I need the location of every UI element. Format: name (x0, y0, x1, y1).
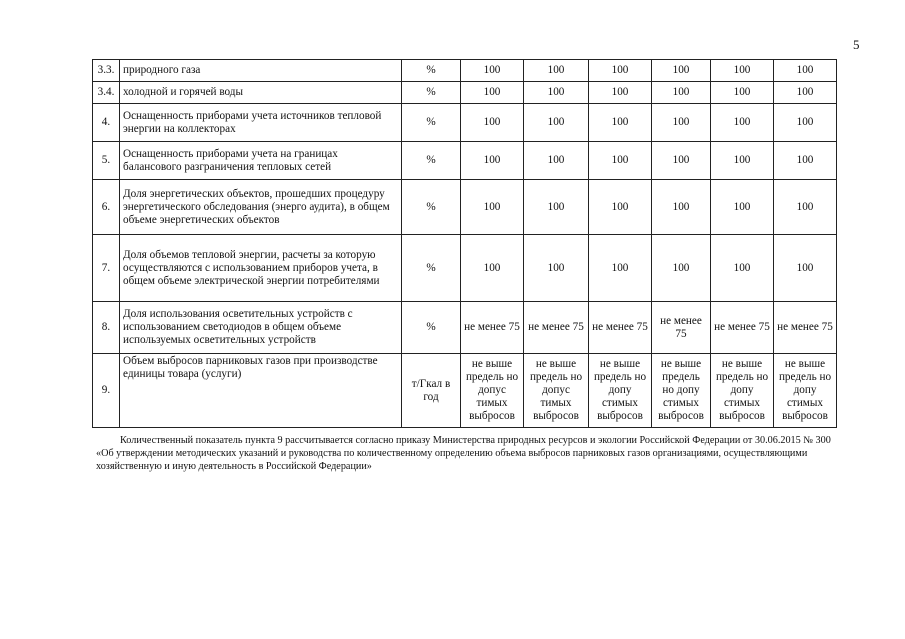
value-cell: 100 (711, 82, 774, 104)
value-cell: 100 (774, 104, 837, 142)
value-cell: не менее 75 (652, 302, 711, 354)
value-cell: 100 (524, 235, 589, 302)
value-cell: не менее 75 (461, 302, 524, 354)
unit-cell: т/Гкал в год (402, 354, 461, 428)
indicators-table (92, 59, 837, 428)
footnote: Количественный показатель пункта 9 рассчитывается согласно приказу Министерства природных ресурсов и экологии Российской Федерации от 30.06.2015 № 300 «Об утверждении методических указаний и руководства по количественному определению объема выбросов парниковых газов организациями, осуществляющими хозяйственную и иную деятельность в Российской Федерации» (96, 435, 831, 472)
value-cell: 100 (461, 235, 524, 302)
value-cell: 100 (774, 180, 837, 235)
table-row (93, 82, 837, 104)
value-cell: 100 (524, 104, 589, 142)
value-cell: не выше предель но допу стимых выбросов (589, 354, 652, 428)
unit-cell: % (402, 82, 461, 104)
table-row (93, 302, 837, 354)
indicator-name: Доля использования осветительных устройств с использованием светодиодов в общем объеме используемых осветительных устройств (120, 302, 402, 354)
value-cell: не менее 75 (524, 302, 589, 354)
value-cell: не выше предель но допу стимых выбросов (774, 354, 837, 428)
value-cell: 100 (652, 142, 711, 180)
unit-cell: % (402, 104, 461, 142)
table-row (93, 104, 837, 142)
table-row (93, 142, 837, 180)
row-number: 8. (93, 302, 120, 354)
table-row (93, 354, 837, 428)
value-cell: 100 (652, 82, 711, 104)
indicator-name: природного газа (120, 60, 402, 82)
value-cell: 100 (711, 104, 774, 142)
value-cell: не выше предель но допу стимых выбросов (652, 354, 711, 428)
value-cell: 100 (461, 82, 524, 104)
value-cell: 100 (589, 104, 652, 142)
value-cell: 100 (589, 142, 652, 180)
value-cell: 100 (589, 235, 652, 302)
indicator-name: холодной и горячей воды (120, 82, 402, 104)
row-number: 3.4. (93, 82, 120, 104)
value-cell: 100 (711, 60, 774, 82)
unit-cell: % (402, 235, 461, 302)
indicator-name: Оснащенность приборами учета на границах балансового разграничения тепловых сетей (120, 142, 402, 180)
row-number: 3.3. (93, 60, 120, 82)
unit-cell: % (402, 142, 461, 180)
value-cell: 100 (524, 142, 589, 180)
value-cell: не выше предель но допус тимых выбросов (524, 354, 589, 428)
row-number: 9. (93, 354, 120, 428)
value-cell: 100 (589, 180, 652, 235)
value-cell: 100 (652, 60, 711, 82)
row-number: 4. (93, 104, 120, 142)
value-cell: 100 (589, 60, 652, 82)
value-cell: 100 (652, 104, 711, 142)
value-cell: 100 (461, 180, 524, 235)
value-cell: 100 (711, 235, 774, 302)
value-cell: 100 (774, 235, 837, 302)
row-number: 5. (93, 142, 120, 180)
value-cell: 100 (589, 82, 652, 104)
value-cell: 100 (774, 142, 837, 180)
value-cell: 100 (652, 180, 711, 235)
indicator-name: Объем выбросов парниковых газов при производстве единицы товара (услуги) (120, 354, 402, 428)
value-cell: 100 (461, 142, 524, 180)
indicator-name: Доля энергетических объектов, прошедших процедуру энергетического обследования (энерго аудита), в общем объеме энергетических объектов (120, 180, 402, 235)
value-cell: 100 (711, 180, 774, 235)
indicator-name: Оснащенность приборами учета источников тепловой энергии на коллекторах (120, 104, 402, 142)
value-cell: не менее 75 (589, 302, 652, 354)
value-cell: 100 (524, 82, 589, 104)
value-cell: не менее 75 (774, 302, 837, 354)
value-cell: 100 (774, 60, 837, 82)
value-cell: 100 (461, 104, 524, 142)
unit-cell: % (402, 180, 461, 235)
value-cell: 100 (524, 60, 589, 82)
unit-cell: % (402, 302, 461, 354)
row-number: 7. (93, 235, 120, 302)
value-cell: не менее 75 (711, 302, 774, 354)
value-cell: 100 (774, 82, 837, 104)
table-row (93, 235, 837, 302)
row-number: 6. (93, 180, 120, 235)
value-cell: не выше предель но допус тимых выбросов (461, 354, 524, 428)
page-number: 5 (853, 37, 860, 52)
value-cell: 100 (711, 142, 774, 180)
value-cell: не выше предель но допу стимых выбросов (711, 354, 774, 428)
value-cell: 100 (524, 180, 589, 235)
table-row (93, 180, 837, 235)
unit-cell: % (402, 60, 461, 82)
value-cell: 100 (652, 235, 711, 302)
value-cell: 100 (461, 60, 524, 82)
table-row (93, 60, 837, 82)
indicator-name: Доля объемов тепловой энергии, расчеты за которую осуществляются с использованием приборов учета, в общем объеме электрической энергии потребителями (120, 235, 402, 302)
